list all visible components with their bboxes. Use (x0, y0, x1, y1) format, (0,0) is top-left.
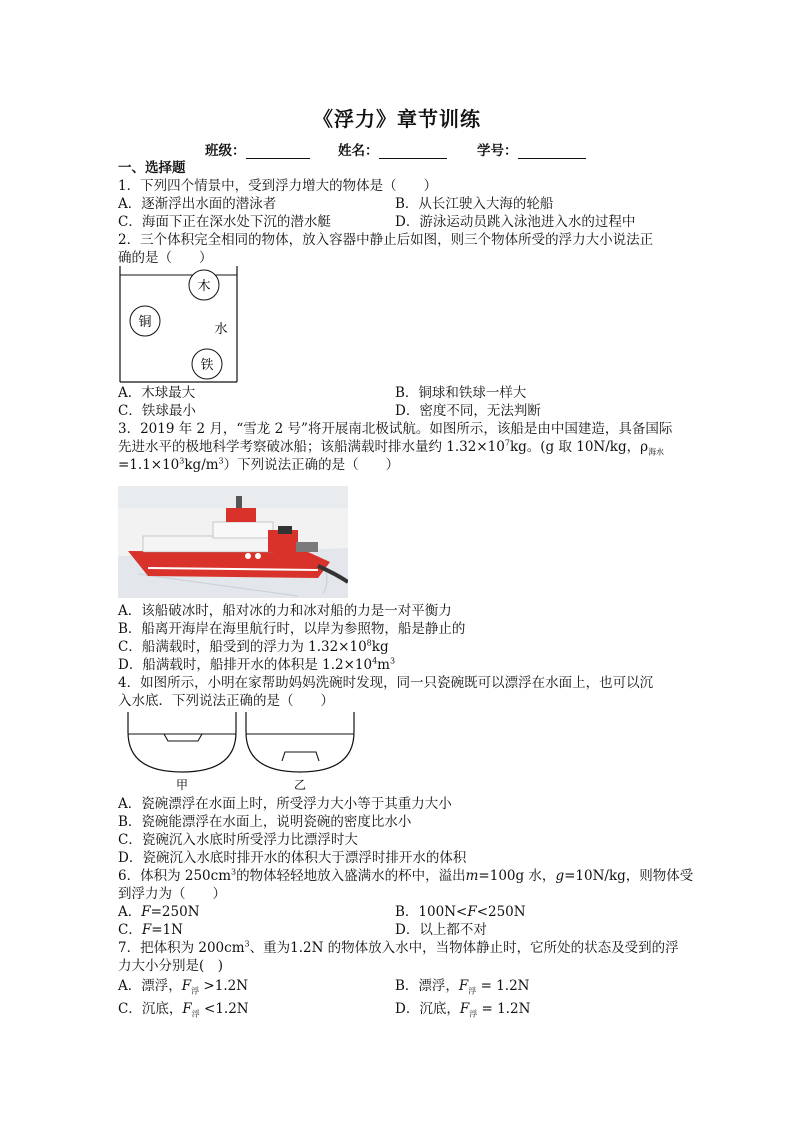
q2-option-d: D．密度不同，无法判断 (395, 403, 541, 419)
q7-option-a-subscript: 浮 (191, 986, 200, 996)
copper-label: 铜 (138, 315, 152, 330)
q2-option-a: A．木球最大 (118, 385, 196, 401)
water-label: 水 (214, 322, 228, 337)
q3-stem3-text-c: ）下列说法正确的是（ ） (223, 457, 400, 473)
q6-stem-var-m: m (465, 868, 479, 884)
floating-bowl (164, 734, 202, 741)
q6-option-b (395, 903, 526, 921)
class-field (205, 139, 310, 159)
q3-option-d-unit: m (377, 657, 390, 673)
q7-stem-exponent: 3 (244, 939, 250, 949)
q6-option-a-prefix: A． (118, 904, 142, 920)
q3-stem3-text-a: =1.1×10 (118, 457, 180, 473)
q6-option-b-value: <250N (476, 904, 526, 920)
q6-option-c-var: F (141, 922, 152, 938)
name-label: 姓名： (338, 143, 379, 159)
id-blank[interactable] (518, 145, 586, 159)
page-title: 《浮力》章节训练 (313, 107, 481, 131)
iron-label: 铁 (200, 358, 214, 373)
section-heading: 一、选择题 (118, 160, 186, 176)
wood-label: 木 (197, 279, 211, 294)
q3-option-c (118, 638, 389, 656)
q2-stem-line1: 2．三个体积完全相同的物体，放入容器中静止后如图，则三个物体所受的浮力大小说法正 (118, 232, 654, 248)
q6-stem-line2: 到浮力为（ ） (118, 886, 226, 902)
q7-option-b (395, 977, 529, 995)
q6-stem-text-b: 的物体轻轻地放入盛满水的杯中，溢出 (236, 868, 466, 884)
q3-option-a: A．该船破冰时，船对冰的力和冰对船的力是一对平衡力 (118, 603, 452, 619)
q7-stem-text-b: 、重为1.2N 的物体放入水中，当物体静止时，它所处的状态及受到的浮 (249, 940, 679, 956)
q3-stem2-exponent: 7 (504, 438, 510, 448)
q7-stem-line2: 力大小分别是( ) (118, 958, 224, 974)
q7-option-c-subscript: 浮 (191, 1009, 200, 1019)
class-label: 班级： (205, 143, 246, 159)
class-blank[interactable] (246, 145, 310, 159)
q4-stem-line1: 4．如图所示，小明在家帮助妈妈洗碗时发现，同一只瓷碗既可以漂浮在水面上，也可以沉 (118, 675, 654, 691)
q3-stem2-subscript: 海水 (648, 447, 665, 457)
q7-option-a-prefix: A．漂浮， (118, 978, 182, 994)
q3-stem-line3 (118, 456, 399, 474)
q1-option-d: D．游泳运动员跳入泳池进入水的过程中 (395, 214, 636, 230)
q4-bowl-figure (124, 710, 356, 794)
q3-stem3-text-b: kg/m (184, 457, 219, 473)
right-figure-label: 乙 (293, 778, 307, 792)
q7-option-d (395, 1000, 530, 1018)
q6-stem-text-d: =10N/kg，则物体受 (564, 868, 694, 884)
q7-option-b-var: F (458, 978, 469, 994)
q6-stem-exponent: 3 (231, 867, 237, 877)
q6-stem-var-g: g (555, 868, 565, 884)
icebreaker-ship-image (118, 486, 348, 598)
q6-stem-line1 (118, 867, 693, 885)
q7-option-d-value: = 1.2N (477, 1001, 531, 1017)
q3-option-c-text: C．船满载时，船受到的浮力为 1.32×10 (118, 639, 367, 655)
id-label: 学号： (477, 143, 518, 159)
sunken-bowl (282, 752, 319, 761)
left-figure-label: 甲 (175, 778, 189, 792)
q3-option-d-text: D．船满载时，船排开水的体积是 1.2×10 (118, 657, 373, 673)
q7-option-b-value: = 1.2N (476, 978, 530, 994)
q3-option-d-unit-exponent: 3 (389, 656, 396, 666)
q7-option-a (118, 977, 248, 995)
q6-option-d: D．以上都不对 (395, 922, 487, 938)
q6-option-a-value: =250N (150, 904, 200, 920)
q6-option-c (118, 921, 183, 939)
q2-option-b: B．铜球和铁球一样大 (395, 385, 527, 401)
q4-option-b: B．瓷碗能漂浮在水面上，说明瓷碗的密度比水小 (118, 814, 412, 830)
q6-stem-text-c: =100g 水， (478, 868, 556, 884)
q1-stem: 1．下列四个情景中，受到浮力增大的物体是（ ） (118, 178, 438, 194)
q3-stem3-exponent: 3 (179, 456, 185, 466)
q3-option-b: B．船离开海岸在海里航行时，以岸为参照物，船是静止的 (118, 621, 466, 637)
q3-stem2-text-b: kg。(g 取 10N/kg，ρ (509, 439, 649, 455)
q7-option-b-prefix: B．漂浮， (395, 978, 459, 994)
q7-option-a-var: F (181, 978, 192, 994)
q6-option-c-value: =1N (151, 922, 183, 938)
q7-option-c-prefix: C．沉底， (118, 1001, 183, 1017)
id-field (477, 139, 586, 159)
q4-stem-line2: 入水底．下列说法正确的是（ ） (118, 693, 334, 709)
q2-stem-line2: 确的是（ ） (118, 250, 213, 266)
q4-option-a: A．瓷碗漂浮在水面上时，所受浮力大小等于其重力大小 (118, 796, 452, 812)
q2-option-c: C．铁球最小 (118, 403, 196, 419)
q3-option-c-exponent: 8 (366, 638, 372, 648)
q7-stem-line1 (118, 939, 679, 957)
q3-stem-line1: 3．2019 年 2 月，“雪龙 2 号”将开展南北极试航。如图所示，该船是由中国建造，具备国际 (118, 421, 673, 437)
q6-option-c-prefix: C． (118, 922, 142, 938)
q3-stem3-exponent-2: 3 (218, 456, 224, 466)
q6-option-a-var: F (141, 904, 151, 920)
q4-option-c: C．瓷碗沉入水底时所受浮力比漂浮时大 (118, 832, 358, 848)
q1-option-b: B．从长江驶入大海的轮船 (395, 196, 554, 212)
q7-stem-text-a: 7．把体积为 200cm (118, 940, 245, 956)
q6-option-b-var: F (467, 904, 477, 920)
q7-option-a-value: >1.2N (199, 978, 249, 994)
q7-option-d-prefix: D．沉底， (395, 1001, 460, 1017)
q7-option-c (118, 1000, 249, 1018)
q7-option-d-var: F (459, 1001, 470, 1017)
q2-container-figure (118, 266, 240, 384)
name-field (338, 139, 447, 159)
q6-option-a (118, 903, 200, 921)
q6-stem-text-a: 6．体积为 250cm (118, 868, 232, 884)
q7-option-b-subscript: 浮 (468, 986, 477, 996)
q3-option-c-unit: kg (371, 639, 389, 655)
q7-option-d-subscript: 浮 (469, 1009, 478, 1019)
q3-option-d (118, 656, 395, 674)
q7-option-c-value: <1.2N (199, 1001, 249, 1017)
q3-stem-line2 (118, 438, 664, 456)
q7-option-c-var: F (182, 1001, 192, 1017)
q1-option-c: C．海面下正在深水处下沉的潜水艇 (118, 214, 331, 230)
q1-option-a: A．逐渐浮出水面的潜泳者 (118, 196, 277, 212)
q6-option-b-prefix: B．100N< (395, 904, 468, 920)
q3-option-d-exponent: 4 (372, 656, 378, 666)
q4-option-d: D．瓷碗沉入水底时排开水的体积大于漂浮时排开水的体积 (118, 850, 467, 866)
name-blank[interactable] (379, 145, 447, 159)
q3-stem2-text-a: 先进水平的极地科学考察破冰船；该船满载时排水量约 1.32×10 (118, 439, 505, 455)
